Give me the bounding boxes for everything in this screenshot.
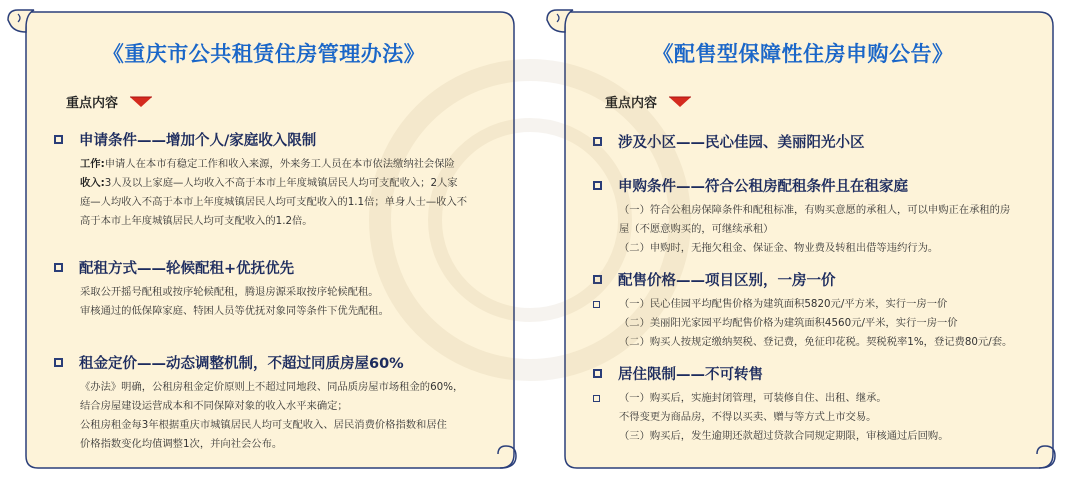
- text-line: （三）购买后，发生逾期还款超过贷款合同规定期限，审核通过后回购。: [619, 430, 949, 442]
- text-line: [80, 155, 492, 174]
- text-fragment: 3人及以上家庭—人均收入不高于本市上年度城镇居民人均可支配收入；2人家: [104, 177, 458, 189]
- key-content-row: [66, 92, 154, 111]
- square-bullet-icon: [54, 135, 63, 144]
- red-arrow-down-icon: [667, 95, 693, 109]
- text-line: （二）申购时，无拖欠租金、保证金、物业费及转租出借等违约行为。: [619, 242, 939, 254]
- text-line: 审核通过的低保障家庭、特困人员等优抚对象同等条件下优先配租。: [80, 305, 389, 317]
- text-line: （二）购买人按规定缴纳契税、登记费，免征印花税。契税税率1%，登记费80元/套。: [619, 336, 1013, 348]
- square-bullet-icon: [593, 395, 600, 402]
- section-heading: 申请条件——增加个人/家庭收入限制: [79, 132, 317, 149]
- key-content-label: 重点内容: [605, 96, 658, 111]
- text-fragment: 申请人在本市有稳定工作和收入来源，外来务工人员在本市依法缴纳社会保险: [104, 158, 455, 170]
- right-section-purchase-conditions: [593, 174, 1031, 258]
- text-line: （一）购买后，实施封闭管理，可装修自住、出租、继承。: [619, 392, 887, 404]
- square-bullet-icon: [54, 263, 63, 272]
- text-fragment: 庭—人均收入不高于本市上年度城镇居民人均可支配收入的1.1倍；单身人士—收入不: [80, 196, 468, 208]
- square-bullet-icon: [593, 275, 602, 284]
- right-scroll-panel: [543, 6, 1059, 476]
- text-line: 屋（不愿意购买的，可继续承租）: [619, 223, 774, 235]
- text-fragment: 高于本市上年度城镇居民人均可支配收入的1.2倍。: [80, 215, 313, 227]
- section-heading: 配租方式——轮候配租+优抚优先: [79, 260, 295, 277]
- text-line: [80, 212, 492, 231]
- section-heading: 租金定价——动态调整机制，不超过同质房屋60%: [79, 355, 404, 372]
- text-line: 《办法》明确，公租房租金定价原则上不超过同地段、同品质房屋市场租金的60%，: [80, 381, 464, 393]
- text-line: 公租房租金每3年根据重庆市城镇居民人均可支配收入、居民消费价格指数和居住: [80, 419, 447, 431]
- text-line: 结合房屋建设运营成本和不同保障对象的收入水平来确定；: [80, 400, 348, 412]
- right-section-sale-price: [593, 268, 1031, 352]
- section-heading: 申购条件——符合公租房配租条件且在租家庭: [618, 178, 908, 195]
- text-line: 采取公开摇号配租或按序轮候配租，腾退房源采取按序轮候配租。: [80, 286, 379, 298]
- right-page-title: 《配售型保障性住房申购公告》: [652, 42, 954, 66]
- square-bullet-icon: [593, 181, 602, 190]
- square-bullet-icon: [593, 137, 602, 146]
- text-fragment: 工作:: [80, 158, 105, 170]
- right-section-residence-restriction: [593, 362, 1031, 446]
- text-line: （二）美丽阳光家园平均配售价格为建筑面积4560元/平米，实行一房一价: [619, 317, 958, 329]
- right-section-communities: [593, 130, 1031, 152]
- text-line: （一）民心佳园平均配售价格为建筑面积5820元/平方米，实行一房一价: [619, 298, 948, 310]
- text-line: [80, 193, 492, 212]
- text-line: 价格指数变化均值调整1次，并向社会公布。: [80, 438, 283, 450]
- text-line: （一）符合公租房保障条件和配租标准，有购买意愿的承租人，可以申购正在承租的房: [619, 204, 1011, 216]
- square-bullet-icon: [593, 301, 600, 308]
- key-content-row: [605, 92, 693, 111]
- left-page-title: 《重庆市公共租赁住房管理办法》: [102, 42, 426, 66]
- section-heading: 涉及小区——民心佳园、美丽阳光小区: [618, 134, 865, 151]
- left-scroll-panel: [4, 6, 520, 476]
- section-heading: 配售价格——项目区别，一房一价: [618, 272, 836, 289]
- left-section-eligibility: [54, 128, 492, 231]
- left-section-rent-pricing: [54, 351, 492, 454]
- square-bullet-icon: [54, 358, 63, 367]
- text-line: 不得变更为商品房，不得以买卖、赠与等方式上市交易。: [619, 411, 877, 423]
- text-fragment: 收入:: [80, 177, 105, 189]
- section-heading: 居住限制——不可转售: [618, 366, 763, 383]
- text-line: [80, 174, 492, 193]
- red-arrow-down-icon: [128, 95, 154, 109]
- key-content-label: 重点内容: [66, 96, 119, 111]
- left-section-allocation: [54, 256, 492, 321]
- square-bullet-icon: [593, 369, 602, 378]
